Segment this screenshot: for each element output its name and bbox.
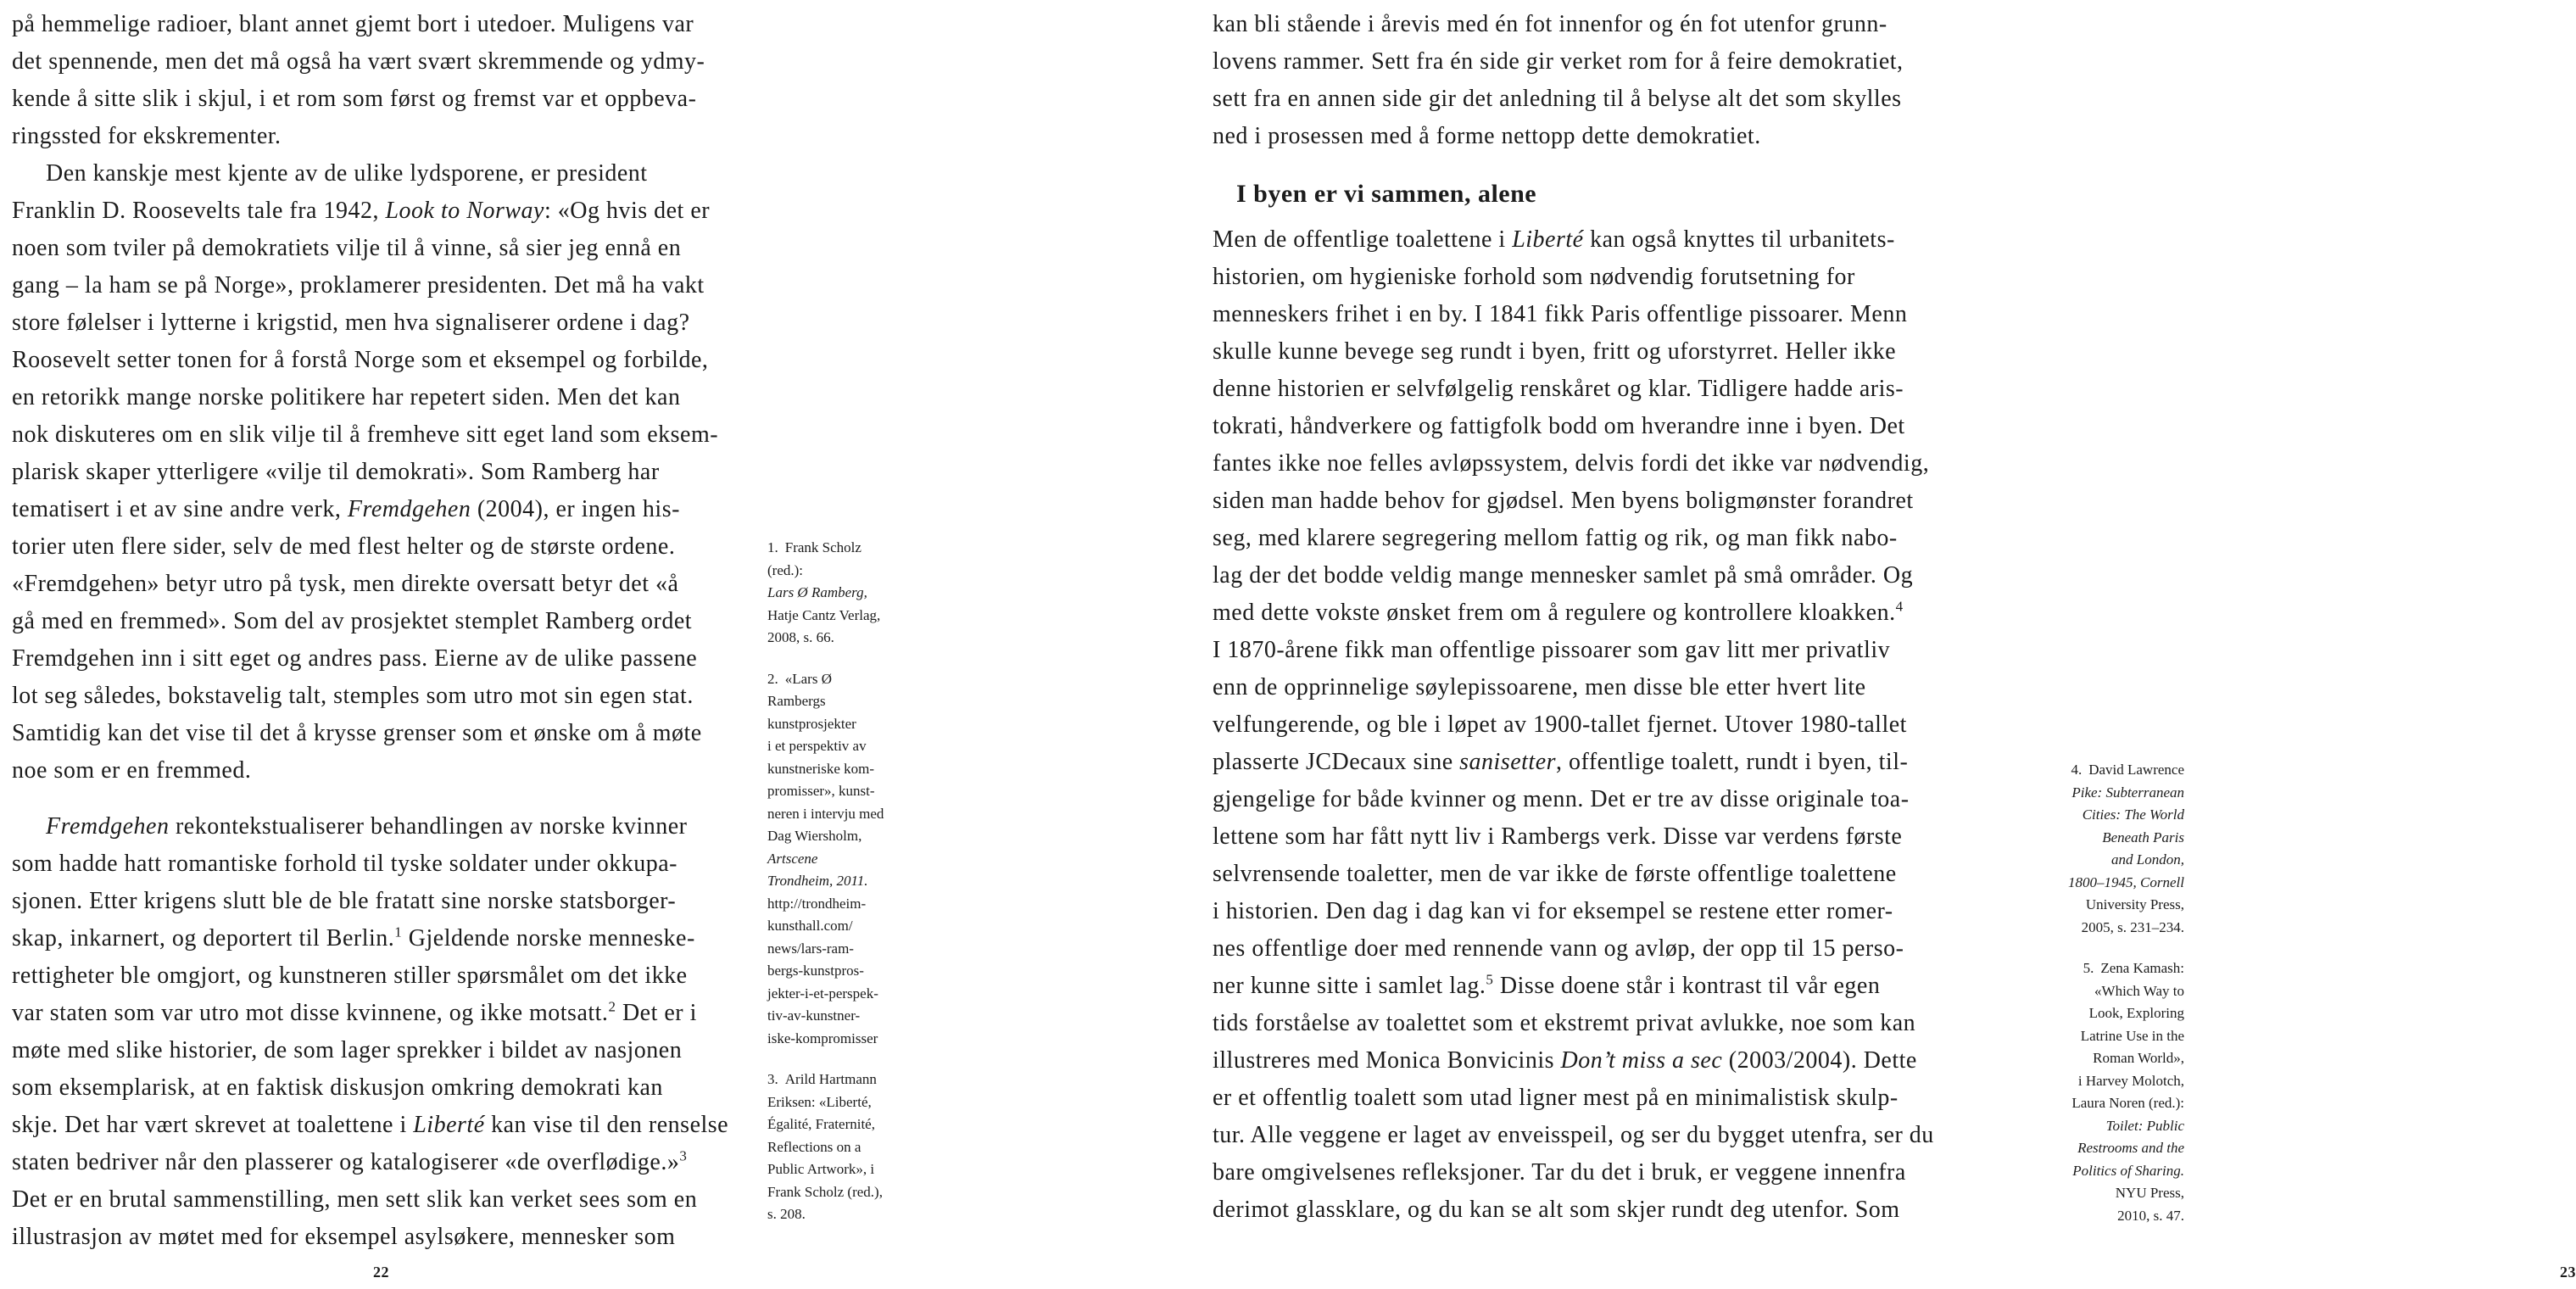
text-line — [1213, 118, 1959, 155]
text-run: kan bli stående i årevis med én fot innenfor og én fot utenfor grunn- — [1213, 11, 1887, 37]
text-line — [1213, 259, 1959, 296]
text-run: Roosevelt setter tonen for å forstå Norge som et eksempel og forbilde, — [12, 347, 709, 373]
text-line — [1213, 1005, 1959, 1042]
text-run: kende å sitte slik i skjul, i et rom som først og fremst var et oppbeva- — [12, 86, 697, 112]
footnote-text: Beneath Paris — [2102, 829, 2184, 845]
text-line — [12, 883, 758, 920]
footnote-line — [1977, 1160, 2184, 1183]
footnote-line — [767, 848, 945, 871]
footnote-line — [767, 690, 945, 713]
footnote-text: «Lars Ø — [784, 670, 832, 687]
text-line — [1213, 856, 1959, 893]
italic-title: Fremdgehen — [46, 813, 170, 840]
text-run: gang – la ham se på Norge», proklamerer presidenten. Det må ha vakt — [12, 272, 705, 299]
text-line — [12, 603, 758, 640]
text-run: fantes ikke noe felles avløpssystem, delvis fordi det ikke var nødvendig, — [1213, 450, 1930, 477]
footnote-line — [1977, 894, 2184, 917]
text-run: store følelser i lytterne i krigstid, men hva signaliserer ordene i dag? — [12, 310, 690, 336]
text-line — [1213, 669, 1959, 706]
footnote-text: http://trondheim- — [767, 895, 867, 912]
text-run: ringssted for ekskrementer. — [12, 123, 282, 149]
footnote-text: University Press, — [2085, 896, 2184, 912]
footnote-line — [1977, 1182, 2184, 1205]
text-line — [12, 678, 758, 715]
footnote-text: news/lars-ram- — [767, 940, 854, 957]
text-run: noe som er en fremmed. — [12, 757, 252, 784]
text-run: gjengelige for både kvinner og menn. Det er tre av disse originale toa- — [1213, 786, 1910, 812]
footnote-text: i et perspektiv av — [767, 738, 867, 754]
footnote-line — [1977, 1002, 2184, 1025]
text-line — [12, 1219, 758, 1256]
text-run: lag der det bodde veldig mange mennesker samlet på små områder. Og — [1213, 562, 1914, 589]
text-run: tokrati, håndverkere og fattigfolk bodd om hverandre inne i byen. Det — [1213, 413, 1905, 439]
footnote-text: 2005, s. 231–234. — [2081, 918, 2184, 935]
footnote-number: 2. — [767, 670, 778, 687]
footnote-line — [1977, 827, 2184, 850]
footnote-text: Roman World», — [2093, 1050, 2184, 1066]
footnote-text: kunstprosjekter — [767, 715, 856, 732]
footnote-line — [767, 1113, 945, 1136]
text-line — [1213, 1117, 1959, 1154]
text-line — [1213, 893, 1959, 930]
text-line — [12, 1181, 758, 1219]
text-run: lettene som har fått nytt liv i Rambergs verk. Disse var verdens første — [1213, 823, 1903, 850]
footnote-line — [1977, 1092, 2184, 1115]
footnote-line — [1977, 917, 2184, 940]
footnote-line — [1977, 849, 2184, 872]
text-run: : «Og hvis det er — [544, 198, 711, 224]
text-run: torier uten flere sider, selv de med flest helter og de største ordene. — [12, 533, 676, 560]
footnote-text: Artscene — [767, 850, 818, 867]
text-run: skje. Det har vært skrevet at toalettene i — [12, 1112, 414, 1138]
footnote-text: Pike: Subterranean — [2071, 784, 2184, 801]
footnote-line — [1977, 872, 2184, 895]
footnote-ref: 5 — [1486, 971, 1494, 988]
footnote-text: neren i intervju med — [767, 805, 884, 822]
footnote-line — [767, 627, 945, 650]
text-line — [1213, 968, 1959, 1005]
footnote-text: Toilet: Public — [2105, 1117, 2184, 1134]
italic-title: Don’t miss a sec — [1560, 1047, 1723, 1074]
italic-title: Fremdgehen — [347, 496, 471, 522]
footnote-number: 3. — [767, 1071, 778, 1087]
footnote-line — [767, 803, 945, 826]
footnote-line — [1977, 957, 2184, 980]
text-line — [1213, 43, 1959, 81]
text-run: velfungerende, og ble i løpet av 1900-tallet fjernet. Utover 1980-tallet — [1213, 711, 1907, 738]
footnote-line — [1977, 759, 2184, 782]
footnote-text: Rambergs — [767, 693, 826, 709]
footnote-number: 4. — [2071, 762, 2083, 778]
text-line — [12, 715, 758, 752]
text-line — [1213, 408, 1959, 445]
footnote-text: David Lawrence — [2088, 762, 2184, 778]
text-line — [12, 267, 758, 304]
footnote-text: Reflections on a — [767, 1138, 861, 1155]
footnote-line — [767, 560, 945, 583]
text-run: (2004), er ingen his- — [471, 496, 680, 522]
footnote-text: Laura Noren (red.): — [2071, 1095, 2184, 1111]
footnote-line — [767, 870, 945, 893]
text-run: med dette vokste ønsket frem om å regulere og kontrollere kloakken. — [1213, 600, 1896, 626]
footnote-text: s. 208. — [767, 1206, 806, 1222]
footnote — [767, 537, 945, 650]
text-run: , offentlige toalett, rundt i byen, til- — [1556, 749, 1909, 775]
right-page — [989, 0, 2576, 1289]
footnote-ref: 2 — [608, 998, 616, 1015]
text-line — [1213, 781, 1959, 818]
footnote-line — [767, 1136, 945, 1159]
footnote-line — [767, 983, 945, 1006]
text-run: var staten som var utro mot disse kvinnene, og ikke motsatt. — [12, 1000, 609, 1026]
text-run: en retorikk mange norske politikere har repetert siden. Men det kan — [12, 384, 681, 410]
text-run: tematisert i et av sine andre verk, — [12, 496, 348, 522]
footnote-line — [767, 1005, 945, 1028]
footnote-text: kunsthall.com/ — [767, 918, 853, 934]
footnote-line — [767, 1203, 945, 1226]
footnote-line — [767, 582, 945, 605]
footnote-line — [767, 915, 945, 938]
text-line — [12, 1144, 758, 1181]
text-run: Men de offentlige toalettene i — [1213, 226, 1513, 253]
footnote-line — [767, 668, 945, 691]
footnote-line — [1977, 782, 2184, 805]
footnote-text: jekter-i-et-perspek- — [767, 985, 878, 1002]
text-run: Samtidig kan det vise til det å krysse grenser som et ønske om å møte — [12, 720, 702, 746]
left-body-text — [12, 6, 758, 1256]
footnote-line — [767, 605, 945, 628]
footnote-text: (red.): — [767, 561, 804, 578]
footnote-text: «Which Way to — [2094, 982, 2184, 999]
text-run: det spennende, men det må også ha vært svært skremmende og ydmy- — [12, 48, 705, 75]
footnote-line — [767, 1091, 945, 1114]
page-number-right: 23 — [2560, 1264, 2576, 1281]
text-line — [12, 230, 758, 267]
text-run: plasserte JCDecaux sine — [1213, 749, 1460, 775]
footnote-text: Lars Ø Ramberg, — [767, 584, 867, 600]
text-line — [1213, 594, 1959, 632]
text-line — [12, 528, 758, 566]
text-line — [12, 808, 758, 845]
footnote-line — [767, 1158, 945, 1181]
text-line — [1213, 557, 1959, 594]
text-line — [1213, 1191, 1959, 1229]
text-run: derimot glassklare, og du kan se alt som skjer rundt deg utenfor. Som — [1213, 1197, 1900, 1223]
footnote-text: Frank Scholz (red.), — [767, 1183, 883, 1200]
text-run: skap, inkarnert, og deportert til Berlin. — [12, 925, 395, 951]
footnote-text: Arild Hartmann — [784, 1071, 877, 1087]
footnote-number: 5. — [2083, 960, 2094, 976]
text-line — [12, 454, 758, 491]
text-run: sett fra en annen side gir det anledning til å belyse alt det som skylles — [1213, 86, 1902, 112]
right-body-text — [1213, 6, 1959, 1229]
text-run: selvrensende toaletter, men de var ikke de første offentlige toalettene — [1213, 861, 1897, 887]
text-run: staten bedriver når den plasserer og katalogiserer «de overflødige.» — [12, 1149, 680, 1175]
text-run: tids forståelse av toalettet som et ekstremt privat avlukke, noe som kan — [1213, 1010, 1916, 1036]
text-run: rettigheter ble omgjort, og kunstneren stiller spørsmålet om det ikke — [12, 963, 688, 989]
text-run: Den kanskje mest kjente av de ulike lydsporene, er president — [46, 160, 648, 187]
text-line — [1213, 632, 1959, 669]
text-line — [12, 342, 758, 379]
footnote-line — [767, 735, 945, 758]
footnote-text: promisser», kunst- — [767, 783, 875, 799]
text-line — [1213, 1080, 1959, 1117]
text-run: nok diskuteres om en slik vilje til å fremheve sitt eget land som eksem- — [12, 421, 719, 448]
footnote-text: Eriksen: «Liberté, — [767, 1093, 872, 1110]
text-line — [12, 43, 758, 81]
footnote-line — [767, 780, 945, 803]
italic-title: Look to Norway — [385, 198, 544, 224]
text-run: siden man hadde behov for gjødsel. Men byens boligmønster forandret — [1213, 488, 1914, 514]
text-line — [12, 845, 758, 883]
footnote-text: and London, — [2111, 851, 2184, 868]
text-run: på hemmelige radioer, blant annet gjemt bort i utedoer. Muligens var — [12, 11, 694, 37]
footnote-line — [1977, 1137, 2184, 1160]
footnote-text: 1800–1945, Cornell — [2068, 873, 2184, 890]
footnote-text: iske-kompromisser — [767, 1030, 878, 1046]
text-line — [12, 416, 758, 454]
text-line — [1213, 744, 1959, 781]
italic-title: Liberté — [1512, 226, 1584, 253]
text-run: som eksemplarisk, at en faktisk diskusjon omkring demokrati kan — [12, 1074, 663, 1101]
italic-title: sanisetter — [1459, 749, 1557, 775]
footnote-text: Hatje Cantz Verlag, — [767, 606, 881, 623]
footnote-line — [1977, 804, 2184, 827]
text-run: (2003/2004). Dette — [1722, 1047, 1917, 1074]
text-run: kan vise til den renselse — [484, 1112, 729, 1138]
text-line — [12, 1107, 758, 1144]
footnote-text: 2010, s. 47. — [2117, 1207, 2184, 1224]
text-run: lovens rammer. Sett fra én side gir verket rom for å feire demokratiet, — [1213, 48, 1904, 75]
footnote-line — [767, 825, 945, 848]
footnote-line — [1977, 980, 2184, 1003]
footnote-text: bergs-kunstpros- — [767, 963, 864, 979]
text-run: historien, om hygieniske forhold som nødvendig forutsetning for — [1213, 264, 1855, 290]
text-line — [12, 1032, 758, 1069]
text-run: gå med en fremmed». Som del av prosjektet stemplet Ramberg ordet — [12, 608, 693, 634]
text-run: Franklin D. Roosevelts tale fra 1942, — [12, 198, 386, 224]
text-run: som hadde hatt romantiske forhold til tyske soldater under okkupa- — [12, 851, 677, 877]
footnote-text: i Harvey Molotch, — [2077, 1072, 2184, 1089]
footnote-text: Trondheim, 2011. — [767, 873, 868, 889]
text-line — [1213, 706, 1959, 744]
footnote-text: Restrooms and the — [2077, 1140, 2184, 1156]
text-line — [12, 491, 758, 528]
text-run: illustreres med Monica Bonvicinis — [1213, 1047, 1561, 1074]
footnote-text: Égalité, Fraternité, — [767, 1116, 875, 1132]
text-line — [1213, 1042, 1959, 1080]
right-margin-notes — [1977, 759, 2184, 1246]
text-run: noen som tviler på demokratiets vilje til å vinne, så sier jeg ennå en — [12, 235, 682, 261]
footnote-line — [767, 893, 945, 916]
footnote-text: kunstneriske kom- — [767, 760, 875, 777]
footnote-line — [767, 1028, 945, 1051]
text-line — [1213, 371, 1959, 408]
footnote — [1977, 759, 2184, 939]
text-line — [12, 379, 758, 416]
text-run: denne historien er selvfølgelig renskåret og klar. Tidligere hadde aris- — [1213, 376, 1904, 402]
text-run: er et offentlig toalett som utad ligner mest på en minimalistisk skulp- — [1213, 1085, 1899, 1111]
footnote-line — [1977, 1070, 2184, 1093]
section-heading: I byen er vi sammen, alene — [1236, 180, 1537, 208]
footnote-ref: 3 — [679, 1147, 688, 1164]
text-run: plarisk skaper ytterligere «vilje til demokrati». Som Ramberg har — [12, 459, 660, 485]
text-run: Fremdgehen inn i sitt eget og andres pass. Eierne av de ulike passene — [12, 645, 698, 672]
text-run: kan også knyttes til urbanitets- — [1583, 226, 1895, 253]
footnote-ref: 1 — [394, 924, 403, 940]
footnote-text: Cities: The World — [2082, 806, 2184, 823]
text-line — [12, 640, 758, 678]
footnote-line — [767, 938, 945, 961]
text-run: nes offentlige doer med rennende vann og avløp, der opp til 15 perso- — [1213, 935, 1904, 962]
text-line — [1213, 818, 1959, 856]
footnote-line — [1977, 1025, 2184, 1048]
text-line — [1213, 520, 1959, 557]
left-margin-notes — [767, 537, 945, 1245]
text-line — [12, 118, 758, 155]
text-line — [1213, 6, 1959, 43]
text-run: «Fremdgehen» betyr utro på tysk, men direkte oversatt betyr det «å — [12, 571, 679, 597]
italic-title: Liberté — [413, 1112, 485, 1138]
footnote-text: Zena Kamash: — [2100, 960, 2184, 976]
text-line — [12, 1069, 758, 1107]
text-line — [12, 155, 758, 193]
footnote — [767, 668, 945, 1051]
text-run: seg, med klarere segregering mellom fattig og rik, og man fikk nabo- — [1213, 525, 1898, 551]
footnote-text: Look, Exploring — [2088, 1005, 2184, 1021]
text-line — [12, 81, 758, 118]
text-line — [1213, 483, 1959, 520]
text-line — [1213, 333, 1959, 371]
footnote-line — [767, 713, 945, 736]
footnote-text: Latrine Use in the — [2080, 1027, 2184, 1044]
footnote-ref: 4 — [1895, 598, 1904, 615]
text-line — [1213, 81, 1959, 118]
text-line — [1213, 221, 1959, 259]
footnote-text: 2008, s. 66. — [767, 629, 834, 645]
text-run: I 1870-årene fikk man offentlige pissoarer som gav litt mer privatliv — [1213, 637, 1891, 663]
footnote-line — [767, 960, 945, 983]
text-run: lot seg således, bokstavelig talt, stemples som utro mot sin egen stat. — [12, 683, 694, 709]
left-page — [0, 0, 988, 1289]
text-run: møte med slike historier, de som lager sprekker i bildet av nasjonen — [12, 1037, 683, 1063]
footnote — [767, 1069, 945, 1226]
footnote-text: Dag Wiersholm, — [767, 828, 862, 844]
footnote-line — [767, 758, 945, 781]
text-line — [12, 957, 758, 995]
footnote-line — [1977, 1115, 2184, 1138]
footnote-text: tiv-av-kunstner- — [767, 1007, 861, 1024]
text-line — [12, 193, 758, 230]
text-line — [1213, 930, 1959, 968]
footnote — [1977, 957, 2184, 1227]
text-line — [1213, 1154, 1959, 1191]
text-run: enn de opprinnelige søylepissoarene, men disse ble etter hvert lite — [1213, 674, 1866, 700]
footnote-line — [1977, 1205, 2184, 1228]
text-line — [12, 920, 758, 957]
text-run: ner kunne sitte i samlet lag. — [1213, 973, 1486, 999]
text-run: skulle kunne bevege seg rundt i byen, fritt og uforstyrret. Heller ikke — [1213, 338, 1897, 365]
text-line — [12, 566, 758, 603]
text-run: bare omgivelsenes refleksjoner. Tar du det i bruk, er veggene innenfra — [1213, 1159, 1906, 1186]
footnote-line — [767, 1069, 945, 1091]
page-number-left: 22 — [373, 1264, 389, 1281]
footnote-line — [767, 1181, 945, 1204]
footnote-line — [1977, 1047, 2184, 1070]
text-line — [12, 304, 758, 342]
footnote-text: Public Artwork», i — [767, 1161, 875, 1177]
text-line — [12, 6, 758, 43]
text-line — [12, 995, 758, 1032]
text-run: menneskers frihet i en by. I 1841 fikk Paris offentlige pissoarer. Menn — [1213, 301, 1908, 327]
text-line — [12, 752, 758, 790]
footnote-text: Politics of Sharing. — [2072, 1162, 2184, 1179]
footnote-text: NYU Press, — [2115, 1185, 2184, 1201]
text-run: i historien. Den dag i dag kan vi for eksempel se restene etter romer- — [1213, 898, 1893, 924]
text-run: rekontekstualiserer behandlingen av norske kvinner — [169, 813, 688, 840]
text-run: sjonen. Etter krigens slutt ble de ble fratatt sine norske statsborger- — [12, 888, 677, 914]
text-run: Disse doene står i kontrast til vår egen — [1493, 973, 1881, 999]
footnote-text: Frank Scholz — [784, 539, 861, 555]
text-run: Det er i — [616, 1000, 697, 1026]
text-line — [1213, 296, 1959, 333]
text-run: Gjeldende norske menneske- — [402, 925, 695, 951]
text-run: tur. Alle veggene er laget av enveisspeil, og ser du bygget utenfra, ser du — [1213, 1122, 1934, 1148]
footnote-line — [767, 537, 945, 560]
text-run: ned i prosessen med å forme nettopp dette demokratiet. — [1213, 123, 1761, 149]
text-run: Det er en brutal sammenstilling, men sett slik kan verket sees som en — [12, 1186, 698, 1213]
text-line — [1213, 445, 1959, 483]
footnote-number: 1. — [767, 539, 778, 555]
text-run: illustrasjon av møtet med for eksempel asylsøkere, mennesker som — [12, 1224, 676, 1250]
